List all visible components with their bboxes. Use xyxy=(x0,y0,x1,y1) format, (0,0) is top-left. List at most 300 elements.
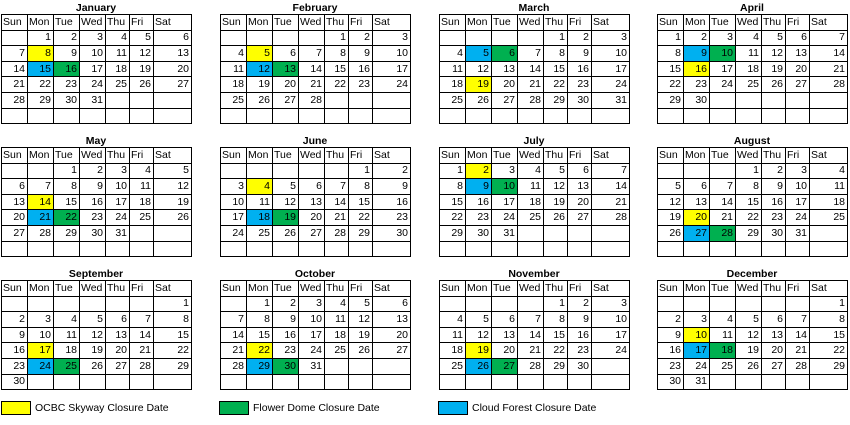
weekday-header: Fri xyxy=(786,148,810,164)
weekday-header: Wed xyxy=(736,15,762,31)
weekday-header: Sat xyxy=(810,281,848,297)
day-cell: 30 xyxy=(568,92,592,108)
week-row xyxy=(440,77,630,93)
day-cell-skyway-closure: 10 xyxy=(684,327,710,343)
day-cell: 1 xyxy=(247,296,273,312)
weekday-header: Sun xyxy=(2,148,28,164)
day-cell: 27 xyxy=(492,92,518,108)
day-cell-skyway-closure: 14 xyxy=(28,194,54,210)
empty-day-cell xyxy=(762,92,786,108)
day-cell-skyway-closure: 16 xyxy=(684,61,710,77)
day-cell: 3 xyxy=(28,312,54,328)
weekday-header: Wed xyxy=(299,281,325,297)
empty-day-cell xyxy=(247,30,273,46)
empty-day-cell xyxy=(221,30,247,46)
day-cell: 9 xyxy=(568,312,592,328)
day-cell: 13 xyxy=(684,194,710,210)
day-cell: 16 xyxy=(2,343,28,359)
day-cell: 19 xyxy=(658,210,684,226)
week-row xyxy=(440,30,630,46)
day-cell: 25 xyxy=(736,77,762,93)
day-cell: 17 xyxy=(786,194,810,210)
day-cell: 4 xyxy=(106,30,130,46)
empty-day-cell xyxy=(810,374,848,390)
day-cell-flower-dome-closure: 13 xyxy=(273,61,299,77)
day-cell: 8 xyxy=(54,179,80,195)
day-cell: 21 xyxy=(130,343,154,359)
day-cell-cloud-forest-closure: 15 xyxy=(28,61,54,77)
day-cell: 5 xyxy=(349,296,373,312)
empty-day-cell xyxy=(466,241,492,257)
day-cell: 17 xyxy=(592,327,630,343)
week-row xyxy=(440,225,630,241)
week-row xyxy=(440,312,630,328)
day-cell: 29 xyxy=(54,225,80,241)
month-title: May xyxy=(85,135,107,147)
day-cell: 23 xyxy=(2,358,28,374)
legend-label-flower: Flower Dome Closure Date xyxy=(253,402,380,414)
day-cell: 23 xyxy=(54,77,80,93)
day-cell: 19 xyxy=(130,61,154,77)
weekday-header: Sun xyxy=(440,15,466,31)
weekday-header: Thu xyxy=(325,281,349,297)
day-cell: 26 xyxy=(130,77,154,93)
weekday-header: Sat xyxy=(373,281,411,297)
weekday-header-row xyxy=(221,15,411,31)
day-cell: 12 xyxy=(544,179,568,195)
day-cell: 29 xyxy=(154,358,192,374)
empty-day-cell xyxy=(106,374,130,390)
day-cell: 5 xyxy=(154,163,192,179)
empty-day-cell xyxy=(373,241,411,257)
day-cell: 16 xyxy=(373,194,411,210)
day-cell: 20 xyxy=(106,343,130,359)
empty-day-cell xyxy=(273,163,299,179)
week-row xyxy=(221,194,411,210)
day-cell: 25 xyxy=(710,358,736,374)
week-row xyxy=(658,374,848,390)
day-cell: 11 xyxy=(810,179,848,195)
day-cell: 21 xyxy=(810,61,848,77)
day-cell: 17 xyxy=(592,61,630,77)
weekday-header: Fri xyxy=(130,148,154,164)
day-cell: 23 xyxy=(349,77,373,93)
day-cell: 21 xyxy=(786,343,810,359)
day-cell: 6 xyxy=(373,296,411,312)
weekday-header: Mon xyxy=(247,148,273,164)
weekday-header: Tue xyxy=(54,15,80,31)
day-cell: 17 xyxy=(80,61,106,77)
day-cell: 27 xyxy=(373,343,411,359)
day-cell: 3 xyxy=(592,296,630,312)
weekday-header-row xyxy=(2,15,192,31)
day-cell: 10 xyxy=(80,46,106,62)
empty-day-cell xyxy=(810,108,848,124)
day-cell: 15 xyxy=(247,327,273,343)
empty-day-cell xyxy=(592,108,630,124)
week-row xyxy=(221,179,411,195)
day-cell: 28 xyxy=(221,358,247,374)
week-row xyxy=(440,108,630,124)
weekday-header: Sun xyxy=(658,281,684,297)
day-cell: 7 xyxy=(592,163,630,179)
empty-day-cell xyxy=(299,241,325,257)
day-cell: 19 xyxy=(247,77,273,93)
week-row xyxy=(221,210,411,226)
empty-day-cell xyxy=(130,241,154,257)
empty-day-cell xyxy=(28,241,54,257)
empty-day-cell xyxy=(221,108,247,124)
empty-day-cell xyxy=(247,241,273,257)
day-cell: 6 xyxy=(299,179,325,195)
day-cell: 8 xyxy=(247,312,273,328)
weekday-header: Sun xyxy=(658,15,684,31)
day-cell: 5 xyxy=(466,312,492,328)
day-cell: 25 xyxy=(221,92,247,108)
empty-day-cell xyxy=(325,163,349,179)
week-row xyxy=(2,210,192,226)
day-cell: 20 xyxy=(492,343,518,359)
empty-day-cell xyxy=(106,92,130,108)
weekday-header-row xyxy=(2,148,192,164)
empty-day-cell xyxy=(54,108,80,124)
legend-skyway xyxy=(1,401,169,415)
day-cell: 11 xyxy=(440,61,466,77)
day-cell: 18 xyxy=(106,61,130,77)
day-cell: 31 xyxy=(80,92,106,108)
month-title: November xyxy=(508,268,560,280)
month-october xyxy=(220,268,410,390)
month-table xyxy=(657,280,848,390)
day-cell: 7 xyxy=(810,30,848,46)
empty-day-cell xyxy=(221,163,247,179)
empty-day-cell xyxy=(373,92,411,108)
day-cell: 2 xyxy=(54,30,80,46)
empty-day-cell xyxy=(2,296,28,312)
day-cell: 17 xyxy=(299,327,325,343)
empty-day-cell xyxy=(658,108,684,124)
weekday-header: Sun xyxy=(221,281,247,297)
empty-day-cell xyxy=(299,163,325,179)
weekday-header: Mon xyxy=(28,281,54,297)
weekday-header: Wed xyxy=(518,15,544,31)
month-table xyxy=(220,280,411,390)
day-cell: 11 xyxy=(325,312,349,328)
empty-day-cell xyxy=(736,374,762,390)
weekday-header-row xyxy=(658,281,848,297)
empty-day-cell xyxy=(492,108,518,124)
day-cell: 18 xyxy=(518,194,544,210)
day-cell: 30 xyxy=(658,374,684,390)
empty-day-cell xyxy=(810,225,848,241)
weekday-header: Tue xyxy=(273,281,299,297)
week-row xyxy=(2,296,192,312)
day-cell: 6 xyxy=(154,30,192,46)
weekday-header: Wed xyxy=(518,148,544,164)
empty-day-cell xyxy=(2,241,28,257)
day-cell: 6 xyxy=(492,312,518,328)
day-cell: 4 xyxy=(736,30,762,46)
month-title: June xyxy=(302,135,328,147)
day-cell: 26 xyxy=(273,225,299,241)
empty-day-cell xyxy=(592,374,630,390)
empty-day-cell xyxy=(373,108,411,124)
empty-day-cell xyxy=(710,296,736,312)
day-cell: 29 xyxy=(736,225,762,241)
empty-day-cell xyxy=(349,374,373,390)
day-cell: 26 xyxy=(658,225,684,241)
day-cell-cloud-forest-closure: 9 xyxy=(466,179,492,195)
month-table xyxy=(220,14,411,124)
day-cell: 7 xyxy=(28,179,54,195)
empty-day-cell xyxy=(154,92,192,108)
week-row xyxy=(440,241,630,257)
day-cell: 23 xyxy=(80,210,106,226)
day-cell: 1 xyxy=(325,30,349,46)
day-cell: 17 xyxy=(221,210,247,226)
day-cell-cloud-forest-closure: 17 xyxy=(684,343,710,359)
empty-day-cell xyxy=(710,92,736,108)
day-cell: 21 xyxy=(592,194,630,210)
weekday-header: Tue xyxy=(710,281,736,297)
day-cell: 8 xyxy=(810,312,848,328)
empty-day-cell xyxy=(492,30,518,46)
empty-day-cell xyxy=(810,241,848,257)
day-cell: 17 xyxy=(373,61,411,77)
empty-day-cell xyxy=(786,92,810,108)
empty-day-cell xyxy=(568,241,592,257)
weekday-header: Sun xyxy=(221,15,247,31)
empty-day-cell xyxy=(247,374,273,390)
legend-forest xyxy=(438,401,596,415)
weekday-header: Sun xyxy=(440,148,466,164)
day-cell: 24 xyxy=(710,77,736,93)
empty-day-cell xyxy=(130,108,154,124)
empty-day-cell xyxy=(762,108,786,124)
day-cell: 19 xyxy=(762,61,786,77)
day-cell: 14 xyxy=(130,327,154,343)
empty-day-cell xyxy=(466,108,492,124)
week-row xyxy=(221,163,411,179)
day-cell: 24 xyxy=(592,77,630,93)
day-cell: 2 xyxy=(349,30,373,46)
legend-label-skyway: OCBC Skyway Closure Date xyxy=(35,402,169,414)
day-cell: 23 xyxy=(568,77,592,93)
empty-day-cell xyxy=(518,241,544,257)
day-cell: 3 xyxy=(221,179,247,195)
day-cell: 13 xyxy=(786,46,810,62)
day-cell: 2 xyxy=(2,312,28,328)
week-row xyxy=(221,46,411,62)
day-cell: 26 xyxy=(466,92,492,108)
day-cell: 28 xyxy=(2,92,28,108)
empty-day-cell xyxy=(28,163,54,179)
week-row xyxy=(2,92,192,108)
day-cell: 3 xyxy=(299,296,325,312)
month-table xyxy=(220,147,411,257)
week-row xyxy=(658,92,848,108)
empty-day-cell xyxy=(221,241,247,257)
month-december xyxy=(657,268,847,390)
empty-day-cell xyxy=(518,30,544,46)
day-cell: 3 xyxy=(106,163,130,179)
month-table xyxy=(439,147,630,257)
day-cell: 28 xyxy=(518,92,544,108)
empty-day-cell xyxy=(130,374,154,390)
day-cell: 4 xyxy=(710,312,736,328)
day-cell: 4 xyxy=(810,163,848,179)
week-row xyxy=(658,327,848,343)
day-cell: 20 xyxy=(762,343,786,359)
day-cell-skyway-closure: 2 xyxy=(466,163,492,179)
day-cell: 8 xyxy=(325,46,349,62)
day-cell: 16 xyxy=(273,327,299,343)
empty-day-cell xyxy=(2,30,28,46)
empty-day-cell xyxy=(492,296,518,312)
weekday-header: Sun xyxy=(2,281,28,297)
week-row xyxy=(221,358,411,374)
weekday-header: Mon xyxy=(247,281,273,297)
day-cell: 9 xyxy=(80,179,106,195)
month-title: December xyxy=(726,268,778,280)
week-row xyxy=(440,61,630,77)
day-cell: 9 xyxy=(2,327,28,343)
day-cell: 27 xyxy=(2,225,28,241)
day-cell: 5 xyxy=(658,179,684,195)
day-cell: 3 xyxy=(710,30,736,46)
day-cell: 22 xyxy=(325,77,349,93)
weekday-header-row xyxy=(440,281,630,297)
day-cell: 12 xyxy=(466,327,492,343)
day-cell: 8 xyxy=(544,312,568,328)
day-cell: 26 xyxy=(544,210,568,226)
day-cell: 28 xyxy=(592,210,630,226)
month-november xyxy=(439,268,629,390)
day-cell: 22 xyxy=(544,343,568,359)
week-row xyxy=(221,77,411,93)
weekday-header: Tue xyxy=(492,148,518,164)
day-cell: 13 xyxy=(106,327,130,343)
week-row xyxy=(221,108,411,124)
day-cell-flower-dome-closure: 16 xyxy=(54,61,80,77)
empty-day-cell xyxy=(2,163,28,179)
day-cell: 25 xyxy=(518,210,544,226)
day-cell: 21 xyxy=(710,210,736,226)
day-cell: 21 xyxy=(221,343,247,359)
day-cell: 18 xyxy=(130,194,154,210)
empty-day-cell xyxy=(658,296,684,312)
empty-day-cell xyxy=(349,92,373,108)
week-row xyxy=(221,327,411,343)
month-table xyxy=(657,147,848,257)
day-cell: 23 xyxy=(373,210,411,226)
empty-day-cell xyxy=(130,296,154,312)
day-cell-cloud-forest-closure: 18 xyxy=(247,210,273,226)
weekday-header: Wed xyxy=(736,148,762,164)
day-cell: 1 xyxy=(349,163,373,179)
day-cell: 23 xyxy=(273,343,299,359)
weekday-header: Fri xyxy=(130,281,154,297)
day-cell: 28 xyxy=(786,358,810,374)
day-cell-skyway-closure: 4 xyxy=(247,179,273,195)
day-cell: 14 xyxy=(710,194,736,210)
empty-day-cell xyxy=(492,241,518,257)
week-row xyxy=(2,46,192,62)
weekday-header: Thu xyxy=(106,148,130,164)
day-cell: 16 xyxy=(658,343,684,359)
day-cell: 21 xyxy=(518,343,544,359)
weekday-header: Mon xyxy=(28,148,54,164)
day-cell: 13 xyxy=(154,46,192,62)
day-cell: 11 xyxy=(247,194,273,210)
day-cell: 3 xyxy=(684,312,710,328)
day-cell: 6 xyxy=(762,312,786,328)
empty-day-cell xyxy=(325,358,349,374)
day-cell: 15 xyxy=(325,61,349,77)
weekday-header: Fri xyxy=(786,15,810,31)
empty-day-cell xyxy=(373,374,411,390)
day-cell: 26 xyxy=(80,358,106,374)
day-cell: 15 xyxy=(658,61,684,77)
week-row xyxy=(658,61,848,77)
weekday-header-row xyxy=(658,15,848,31)
weekday-header: Thu xyxy=(325,15,349,31)
day-cell-cloud-forest-closure: 24 xyxy=(28,358,54,374)
month-table xyxy=(439,14,630,124)
day-cell: 22 xyxy=(544,77,568,93)
empty-day-cell xyxy=(349,358,373,374)
month-table xyxy=(1,14,192,124)
day-cell-flower-dome-closure: 22 xyxy=(54,210,80,226)
day-cell: 30 xyxy=(684,92,710,108)
day-cell: 27 xyxy=(568,210,592,226)
weekday-header: Fri xyxy=(130,15,154,31)
week-row xyxy=(2,61,192,77)
legend-swatch-flower xyxy=(219,401,249,415)
empty-day-cell xyxy=(80,374,106,390)
day-cell: 3 xyxy=(373,30,411,46)
day-cell: 30 xyxy=(80,225,106,241)
weekday-header: Tue xyxy=(492,15,518,31)
day-cell: 4 xyxy=(54,312,80,328)
legend-swatch-skyway xyxy=(1,401,31,415)
day-cell: 4 xyxy=(440,46,466,62)
day-cell-skyway-closure: 17 xyxy=(28,343,54,359)
day-cell: 14 xyxy=(786,327,810,343)
day-cell: 22 xyxy=(736,210,762,226)
day-cell: 2 xyxy=(658,312,684,328)
weekday-header: Fri xyxy=(568,281,592,297)
day-cell: 24 xyxy=(786,210,810,226)
empty-day-cell xyxy=(544,374,568,390)
day-cell: 24 xyxy=(80,77,106,93)
day-cell: 12 xyxy=(658,194,684,210)
day-cell-flower-dome-closure: 19 xyxy=(273,210,299,226)
day-cell: 4 xyxy=(221,46,247,62)
day-cell: 24 xyxy=(299,343,325,359)
week-row xyxy=(221,30,411,46)
day-cell: 2 xyxy=(568,296,592,312)
weekday-header-row xyxy=(221,281,411,297)
day-cell: 10 xyxy=(373,46,411,62)
day-cell: 5 xyxy=(736,312,762,328)
week-row xyxy=(658,296,848,312)
day-cell: 16 xyxy=(762,194,786,210)
day-cell: 7 xyxy=(130,312,154,328)
day-cell: 2 xyxy=(762,163,786,179)
day-cell: 29 xyxy=(544,358,568,374)
week-row xyxy=(2,30,192,46)
